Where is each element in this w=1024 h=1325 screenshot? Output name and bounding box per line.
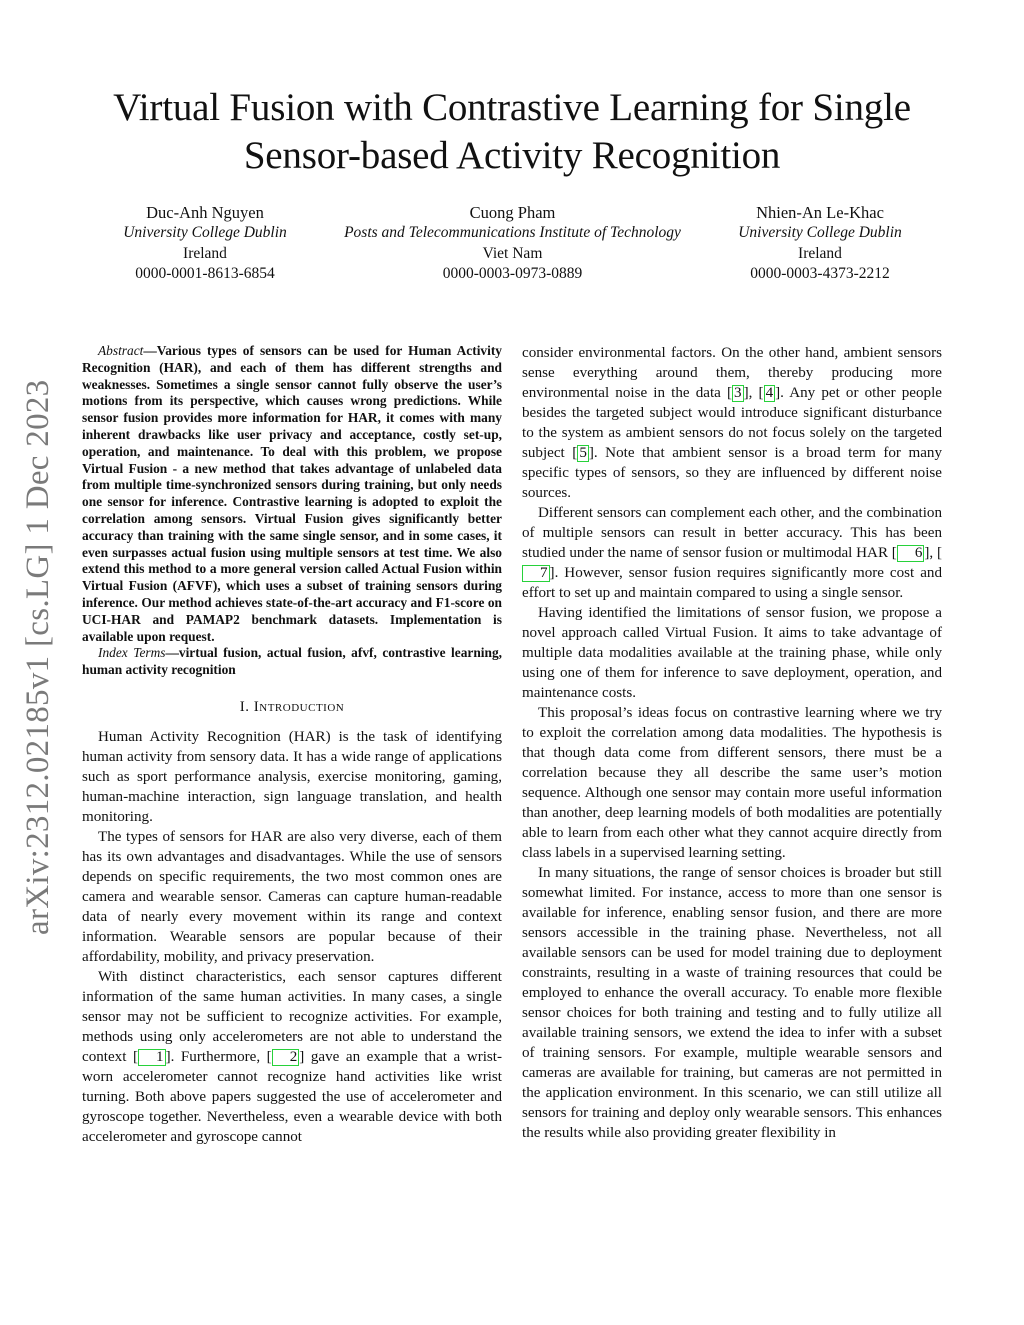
citation-link-3[interactable]: 3 bbox=[734, 385, 742, 401]
index-terms-label: Index Terms bbox=[98, 645, 166, 661]
paragraph: Having identified the limitations of sensor fusion, we propose a novel approach called Virtual Fusion. It aims to take advantage of multiple data modalities available at the training phase, while only using one of them for inference to save deployment, operation, and maintenance costs. bbox=[522, 605, 942, 701]
citation-link-4[interactable]: 4 bbox=[765, 385, 774, 401]
left-column bbox=[82, 343, 502, 1147]
author-name: Nhien-An Le-Khac bbox=[756, 203, 884, 222]
author-name: Duc-Anh Nguyen bbox=[146, 203, 264, 222]
abstract: Abstract—Various types of sensors can be used for Human Activity Recognition (HAR), and each of them has different strengths and weaknesses. Sometimes a single sensor cannot fully observe the user’s motions from its perspective, which causes wrong predictions. While sensor fusion provides more information for HAR, it comes with many inherent drawbacks like user privacy and acceptance, costly set-up, operation, and maintenance. To deal with this problem, we propose Virtual Fusion - a new method that takes advantage of unlabeled data from multiple time-synchronized sensors during training, but only needs one sensor for inference. Contrastive learning is adopted to exploit the correlation among sensors. Virtual Fusion gives significantly better accuracy than training with the same single sensor, and in some cases, it even surpasses actual fusion using multiple sensors at test time. We also extend this method to a more general version called Actual Fusion within Virtual Fusion (AFVF), which uses a subset of training sensors during inference. Our method achieves state-of-the-art accuracy and F1-score on UCI-HAR and PAMAP2 benchmark datasets. Implementation is available upon request. bbox=[82, 343, 502, 644]
abstract-text: Various types of sensors can be used for Human Activity Recognition (HAR), and each of them has different strengths and weaknesses. Sometimes a single sensor cannot fully observe the user’s motions from its perspective, which causes wrong predictions. While sensor fusion provides more information for HAR, it comes with many inherent drawbacks like user privacy and acceptance, costly set-up, operation, and maintenance. To deal with this problem, we propose Virtual Fusion - a new method that takes advantage of unlabeled data from multiple time-synchronized sensors during training, but only needs one sensor for inference. Contrastive learning is adopted to exploit the correlation among sensors. Virtual Fusion gives significantly better accuracy than training with the same single sensor, and in some cases, it even surpasses actual fusion using multiple sensors at test time. We also extend this method to a more general version called Actual Fusion within Virtual Fusion (AFVF), which uses a subset of training sensors during inference. Our method achieves state-of-the-art accuracy and F1-score on UCI-HAR and PAMAP2 benchmark datasets. Implementation is available upon request. bbox=[82, 343, 502, 644]
paragraph: With distinct characteristics, each sensor captures different information of the same human activities. In many cases, a single sensor may not be sufficient to recognize activities. For example, methods using only accelerometers are not able to understand the context [ 1 ]. Furthermore, [ 2 ] gave an example that a wrist-worn accelerometer cannot recognize hand activities like wrist turning. Both above papers suggested the use of accelerometer and gyroscope together. Nevertheless, even a wearable device with both accelerometer and gyroscope cannot bbox=[82, 968, 503, 1145]
author-orcid: 0000-0003-0973-0889 bbox=[442, 265, 583, 282]
right-column bbox=[522, 343, 942, 1143]
citation-link-5[interactable]: 5 bbox=[579, 445, 587, 461]
author-affiliation: Posts and Telecommunications Institute of Technology bbox=[344, 224, 681, 241]
author-3 bbox=[715, 202, 925, 285]
paper-title: Virtual Fusion with Contrastive Learning for Single Sensor-based Activity Recognition bbox=[113, 86, 911, 177]
paragraph: consider environmental factors. On the other hand, ambient sensors sense everything around them, thereby producing more environmental noise in the data [ 3 ], [ 4 ]. Any pet or other people besides the targeted subject would introduce significant disturbance to the system as ambient sensors do not focus solely on the targeted subject [ 5 ]. Note that ambient sensor is a broad term for many specific types of sensors, so they are influenced by different noise sources. bbox=[522, 345, 942, 501]
paragraph: In many situations, the range of sensor choices is broader but still somewhat limited. For instance, access to more than one sensor is available for inference, enabling sensor fusion, and there are more sensors accessible in the training phase. Nevertheless, not all available sensors can be used for model training due to deployment constraints, resulting in a waste of training resources that could be employed to enhance the overall accuracy. To enable more flexible sensor choices for both training and testing and to fully utilize all available training sensors, we extend the idea to infer with a subset of training sensors. For example, multiple wearable sensors and cameras are available for training, but cameras are not permitted in the application environment. In this scenario, we can still utilize all sensors for training and deploy only wearable sensors. This enhances the results while also providing greater flexibility in bbox=[522, 865, 942, 1141]
citation-link-1[interactable]: 1 bbox=[138, 1049, 166, 1066]
arxiv-stamp: arXiv:2312.02185v1 [cs.LG] 1 Dec 2023 bbox=[20, 379, 56, 935]
index-terms: Index Terms—virtual fusion, actual fusion, afvf, contrastive learning, human activity recognition bbox=[82, 645, 503, 678]
citation-link-7[interactable]: 7 bbox=[522, 565, 550, 582]
paragraph: This proposal’s ideas focus on contrastive learning where we try to exploit the correlation among data modalities. The hypothesis is that though data come from different sensors, there must be a correlation because they all describe the same user’s motion sequence. Although one sensor may contain more useful information than another, deep learning models of both modalities are potentially able to learn from each other what they cannot acquire directly from class labels in a supervised learning setting. bbox=[522, 705, 942, 861]
abstract-label: Abstract bbox=[98, 343, 144, 358]
author-orcid: 0000-0003-4373-2212 bbox=[750, 265, 890, 282]
author-orcid: 0000-0001-8613-6854 bbox=[135, 265, 275, 282]
citation-link-6[interactable]: 6 bbox=[897, 545, 925, 562]
author-2 bbox=[310, 202, 715, 285]
author-affiliation: University College Dublin bbox=[123, 224, 287, 241]
paragraph: Human Activity Recognition (HAR) is the task of identifying human activity from sensory data. It has a wide range of applications such as sport performance analysis, exercise monitoring, gaming, human-machine interaction, sign language translation, and health monitoring. bbox=[82, 728, 502, 825]
citation-link-2[interactable]: 2 bbox=[272, 1049, 300, 1066]
author-country: Viet Nam bbox=[482, 244, 543, 262]
paragraph: Different sensors can complement each other, and the combination of multiple sensors can result in better accuracy. This has been studied under the name of sensor fusion or multimodal HAR [ 6 ], [7 ]. However, sensor fusion requires significantly more cost and effort to set up and maintain compared to using a single sensor. bbox=[522, 505, 942, 601]
paragraph: The types of sensors for HAR are also very diverse, each of them has its own advantages and disadvantages. While the use of sensors depends on specific requirements, the two most common ones are camera and wearable sensor. Cameras can capture human-readable data of nearly every movement within its range and context information. Wearable sensors are popular because of their affordability, mobility, and privacy preservation. bbox=[82, 828, 502, 965]
author-1 bbox=[100, 202, 310, 285]
author-affiliation: University College Dublin bbox=[738, 224, 902, 241]
index-terms-text: virtual fusion, actual fusion, afvf, contrastive learning, human activity recognition bbox=[82, 645, 503, 678]
author-name: Cuong Pham bbox=[469, 203, 556, 222]
section-heading-introduction: I. Introduction bbox=[239, 698, 345, 715]
author-country: Ireland bbox=[183, 244, 227, 262]
author-country: Ireland bbox=[798, 244, 842, 262]
